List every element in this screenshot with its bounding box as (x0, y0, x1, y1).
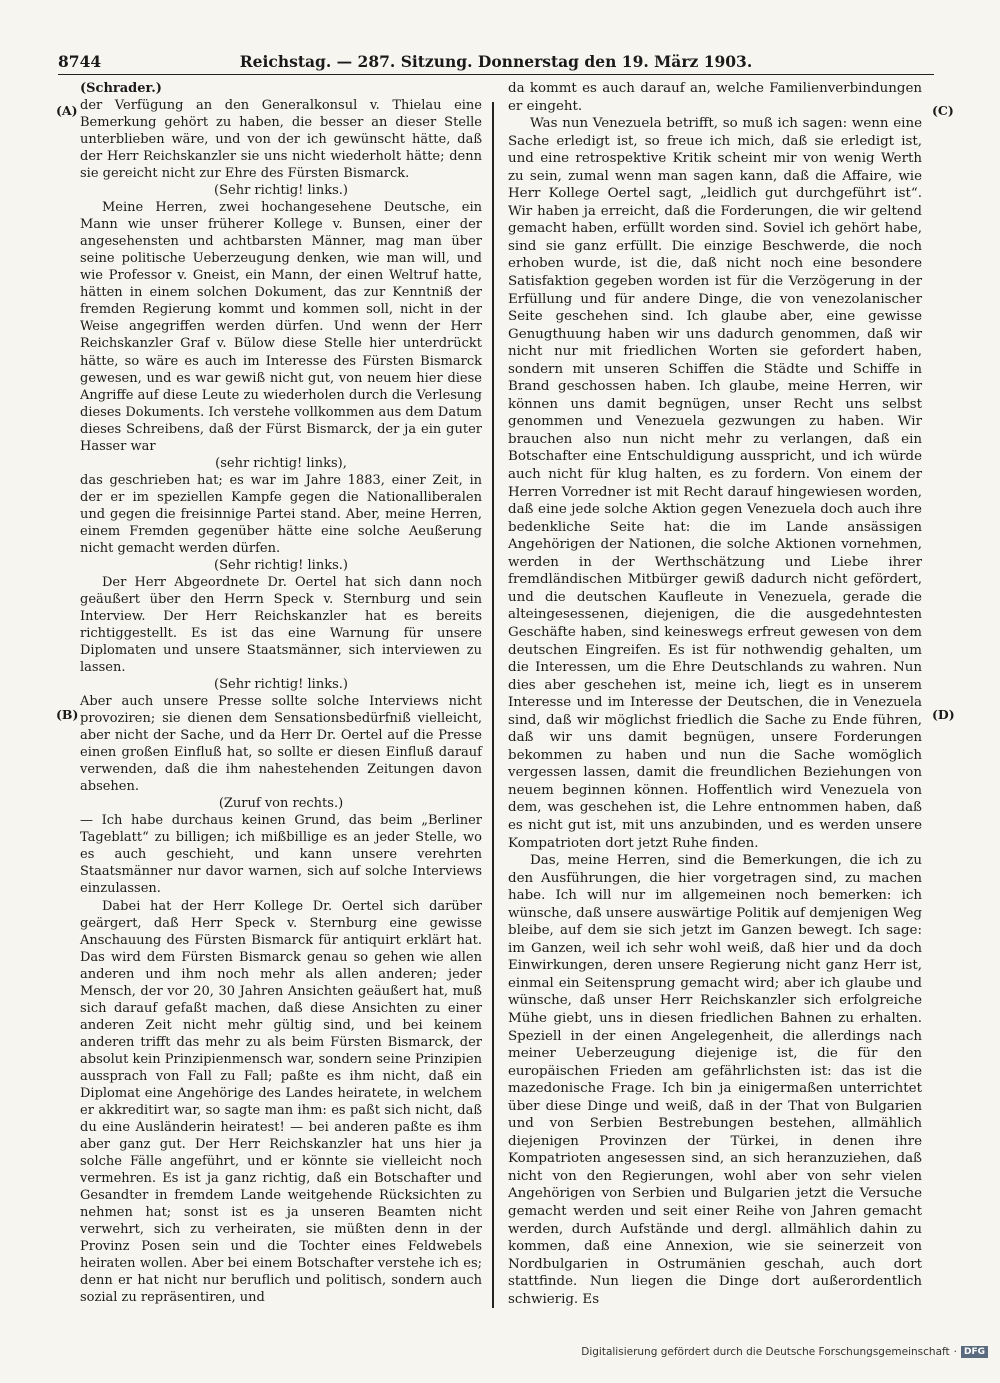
page-number: 8744 (58, 52, 102, 71)
margin-marker-c: (C) (932, 103, 954, 118)
paragraph: Meine Herren, zwei hochangesehene Deutsche, ein Mann wie unser früherer Kollege v. Bunsen, einer der angesehensten und achtbarsten Männer, mag man über seine politische Ueberzeugung denken, wie man will, und wie Professor v. Gneist, ein Mann, der einen Weltruf hatte, hätten in einem solchen Dokument, das zur Kenntniß der fremden Regierung kommt und kommen soll, nicht in der Weise angegriffen werden dürfen. Und wenn der Herr Reichskanzler Graf v. Bülow diese Stelle hier unterdrückt hätte, so wäre es auch im Interesse des Fürsten Bismarck gewesen, und es war gewiß nicht gut, von neuem hier diese Angriffe auf diese Leute zu wiederholen durch die Verlesung dieses Dokuments. Ich verstehe vollkommen aus dem Datum dieses Schreibens, daß der Fürst Bismarck, der ja ein guter Hasser war (80, 200, 482, 454)
running-title: Reichstag. — 287. Sitzung. Donnerstag den 19. März 1903. (239, 52, 753, 71)
interjection: (Sehr richtig! links.) (214, 183, 348, 199)
paragraph: Aber auch unsere Presse sollte solche Interviews nicht provoziren; sie dienen dem Sensationsbedürfniß vielleicht, aber nicht der Sache, und da Herr Dr. Oertel auf die Presse einen großen Einfluß hat, so sollte er diesen Einfluß darauf verwenden, daß die ihm nahestehenden Zeitungen davon absehen. (80, 694, 482, 795)
footer-credit (581, 1346, 988, 1358)
interjection: (Sehr richtig! links.) (214, 557, 348, 573)
margin-marker-a: (A) (56, 103, 78, 118)
left-column (80, 80, 482, 1306)
paragraph: Dabei hat der Herr Kollege Dr. Oertel sich darüber geärgert, daß Herr Speck v. Sternburg eine gewisse Anschauung des Fürsten Bismarck für antiquirt erklärt hat. Das wird dem Fürsten Bismarck genau so gehen wie allen anderen und ihm noch mehr als allen anderen; jeder Mensch, der vor 20, 30 Jahren Ansichten geäußert hat, muß sich darauf gefaßt machen, daß diese Ansichten zu einer anderen Zeit nicht mehr gültig sind, und bei keinem anderen trifft das mehr zu als beim Fürsten Bismarck, der absolut kein Prinzipienmensch war, sondern seine Prinzipien aussprach von Fall zu Fall; paßte es ihm nicht, daß ein Diplomat eine Angehörige des Landes heiratete, in welchem er akkreditirt war, so sagte man ihm: es paßt sich nicht, daß du eine Ausländerin heiratest! — bei anderen paßte es ihm aber ganz gut. Der Herr Reichskanzler hat uns hier ja solche Fälle angeführt, und er könnte sie vielleicht noch vermehren. Es ist ja ganz richtig, daß ein Botschafter und Gesandter in fremdem Lande weitgehende Rücksichten zu nehmen hat; sonst ist es ja unseren Beamten nicht verwehrt, sich zu verheiraten, sie müßten denn in der Provinz Posen sein und die Tochter eines Feldwebels heiraten wollen. Aber bei einem Botschafter verstehe ich es; denn er hat nicht nur beruflich und politisch, sondern auch sozial zu repräsentiren, und (80, 898, 482, 1306)
header-rule (58, 74, 934, 75)
margin-marker-b: (B) (56, 707, 79, 722)
interjection: (Sehr richtig! links.) (214, 677, 348, 693)
paragraph: das geschrieben hat; es war im Jahre 1883, einer Zeit, in der er im speziellen Kampfe gegen die Nationalliberalen und gegen die freisinnige Partei stand. Aber, meine Herren, einem Fremden gegenüber hätte eine solche Aeußerung nicht gemacht werden dürfen. (80, 472, 482, 556)
paragraph: Der Herr Abgeordnete Dr. Oertel hat sich dann noch geäußert über den Herrn Speck v. Sternburg und sein Interview. Der Herr Reichskanzler hat es bereits richtiggestellt. Es ist das eine Warnung für unsere Diplomaten und unsere Staatsmänner, sich interviewen zu lassen. (80, 574, 482, 676)
dfg-logo-icon: DFG (961, 1346, 988, 1358)
interjection: (Zuruf von rechts.) (218, 796, 344, 812)
column-divider (492, 102, 494, 1308)
paragraph: da kommt es auch darauf an, welche Familienverbindungen er eingeht. (508, 81, 922, 114)
paragraph: Was nun Venezuela betrifft, so muß ich sagen: wenn eine Sache erledigt ist, so freue ich mich, daß sie erledigt ist, und eine retrospektive Kritik scheint mir von wenig Werth zu sein, zumal wenn man sagen kann, daß die Affaire, wie Herr Kollege Oertel sagt, „leidlich gut durchgeführt ist“. Wir haben ja erreicht, daß die Forderungen, die wir geltend gemacht haben, erfüllt worden sind. Soviel ich gehört habe, sind sie ganz erfüllt. Die einzige Beschwerde, die noch erhoben wurde, ist die, daß nicht noch eine besondere Satisfaktion gegeben worden ist für die Verzögerung in der Erfüllung und für andere Dinge, die von venezolanischer Seite geschehen sind. Ich glaube aber, eine gewisse Genugthuung haben wir uns dadurch genommen, daß wir nicht nur mit friedlichen Worten sie gefordert haben, sondern mit unseren Schiffen die Städte und Schiffe in Brand geschossen haben. Ich glaube, meine Herren, wir können uns damit begnügen, unser Recht uns selbst genommen und Venezuela gezwungen zu haben. Wir brauchen also nun nicht mehr zu verlangen, daß ein Botschafter eine Entschuldigung ausspricht, und ich würde auch nicht für klug halten, es zu fordern. Von einem der Herren Vorredner ist mit Recht darauf hingewiesen worden, daß eine jede solche Aktion gegen Venezuela doch auch ihre bedenkliche Seite hat: die im Lande ansässigen Angehörigen der Nationen, die solche Aktionen vornehmen, werden in der Werthschätzung und Liebe ihrer fremdländischen Mitbürger gewiß dadurch nicht gefördert, und die deutschen Kaufleute in Venezuela, gerade die alteingesessenen, diejenigen, die die ausgedehntesten Geschäfte haben, sind keineswegs erfreut gewesen von dem deutschen Eingreifen. Es ist für nothwendig gehalten, um die Interessen, um die Ehre Deutschlands zu wahren. Nun dies aber geschehen ist, meine ich, liegt es in unserem Interesse und im Interesse der Deutschen, die in Venezuela sind, daß wir möglichst friedlich die Sache zu Ende führen, daß wir uns damit begnügen, unsere Forderungen bekommen zu haben und nun die Sache womöglich vergessen lassen, damit die freundlichen Beziehungen von neuem beginnen können. Hoffentlich wird Venezuela von dem, was geschehen ist, die Lehre entnommen haben, daß es nicht gut ist, mit uns anzubinden, und es werden unsere Kompatrioten dort jetzt Ruhe finden. (508, 116, 922, 851)
paragraph: Das, meine Herren, sind die Bemerkungen, die ich zu den Ausführungen, die hier vorgetragen sind, zu machen habe. Ich will nur im allgemeinen noch bemerken: ich wünsche, daß unsere auswärtige Politik auf demjenigen Weg bleibe, auf dem sie sich jetzt im Ganzen bewegt. Ich sage: im Ganzen, weil ich sehr wohl weiß, daß hier und da doch Einwirkungen, deren unsere Regierung nicht ganz Herr ist, einmal ein Seitensprung gemacht wird; aber ich glaube und wünsche, daß unser Herr Reichskanzler sich erfolgreiche Mühe giebt, uns in diesen friedlichen Bahnen zu erhalten. Speziell in der einen Angelegenheit, die allerdings nach meiner Ueberzeugung diejenige ist, die für den europäischen Frieden am gefährlichsten ist: das ist die mazedonische Frage. Ich bin ja einigermaßen unterrichtet über diese Dinge und weiß, daß in der That von Bulgarien und von Serbien Bestrebungen bestehen, allmählich diejenigen Provinzen der Türkei, in denen ihre Kompatrioten angesessen sind, an sich heranzuziehen, daß nicht von den Regierungen, wohl aber von sehr vielen Angehörigen von Serbien und Bulgarien jetzt die Versuche gemacht werden und seit einer Reihe von Jahren gemacht werden, durch Aufstände und dergl. allmählich dahin zu kommen, daß eine Annexion, wie sie seinerzeit von Nordbulgarien in Ostrumänien geschah, auch dort stattfinde. Nun liegen die Dinge dort außerordentlich schwierig. Es (508, 853, 922, 1307)
interjection: (sehr richtig! links), (215, 455, 347, 471)
right-column (508, 80, 922, 1308)
paragraph: — Ich habe durchaus keinen Grund, das beim „Berliner Tageblatt“ zu billigen; ich mißbillige es an jeder Stelle, wo es auch geschieht, und kann unsere verehrten Staatsmänner nur davor warnen, sich auf solche Interviews einzulassen. (80, 813, 482, 897)
footer-separator: · (953, 1346, 957, 1358)
margin-marker-d: (D) (932, 707, 955, 722)
page-header (58, 52, 934, 76)
speaker-name: (Schrader.) (80, 81, 162, 96)
paragraph: der Verfügung an den Generalkonsul v. Thielau eine Bemerkung gehört zu haben, die besser an dieser Stelle unterblieben wäre, und von der ich gewünscht hätte, daß der Herr Reichskanzler sie uns nicht wiederholt hätte; denn sie gereicht nicht zur Ehre des Fürsten Bismarck. (80, 98, 482, 182)
footer-credit-text: Digitalisierung gefördert durch die Deutsche Forschungsgemeinschaft (581, 1346, 950, 1358)
